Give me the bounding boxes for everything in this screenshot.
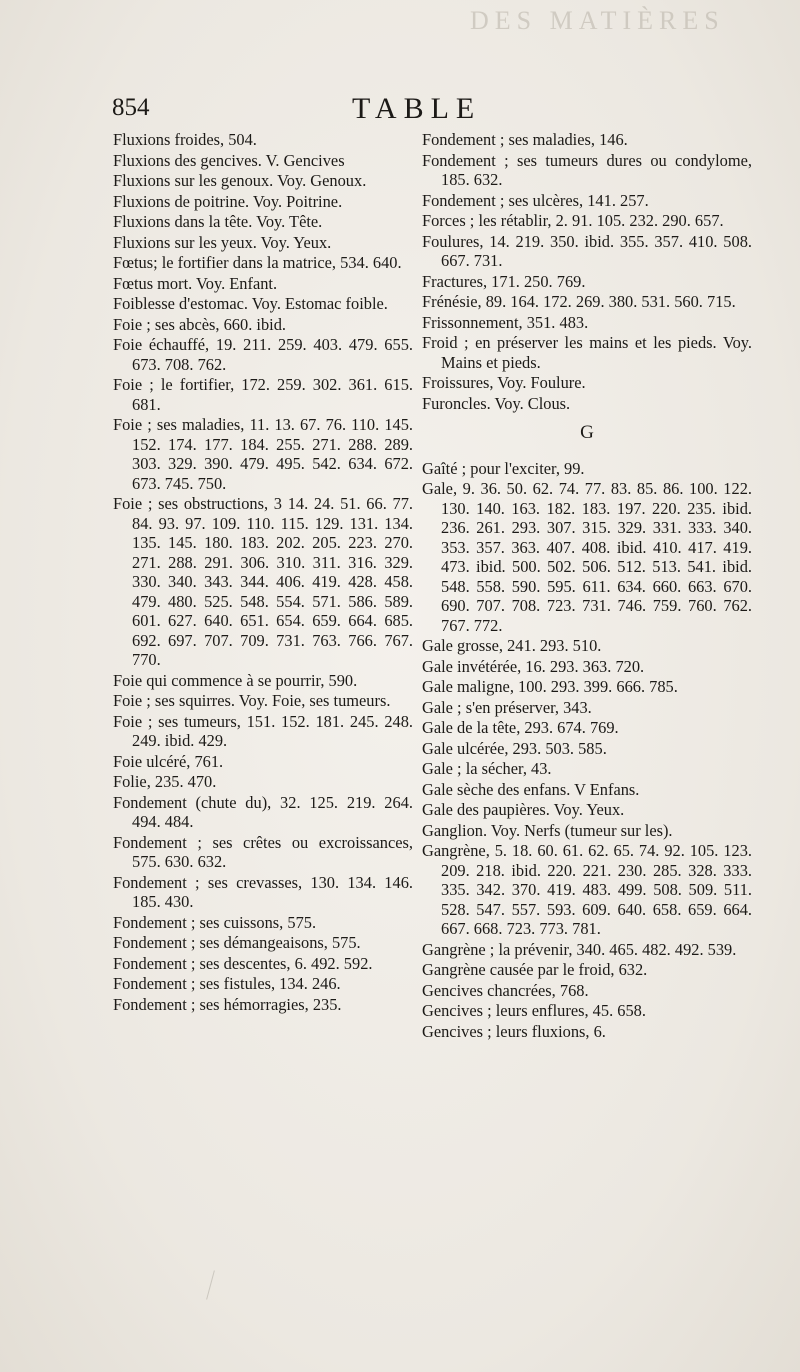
- index-entry: Gangrène, 5. 18. 60. 61. 62. 65. 74. 92. 105. 123. 209. 218. ibid. 220. 221. 230. 285. 328. 333. 335. 342. 370. 419. 483. 499. 508. 509. 511. 528. 547. 557. 593. 609. 640. 658. 659. 664. 667. 668. 723. 773. 781.: [422, 841, 752, 938]
- index-entry: Gangrène causée par le froid, 632.: [422, 960, 648, 979]
- index-entry: Gangrène ; la prévenir, 340. 465. 482. 492. 539.: [422, 939, 737, 959]
- index-entry: Frénésie, 89. 164. 172. 269. 380. 531. 560. 715.: [422, 292, 736, 311]
- index-entry: Gale ; s'en préserver, 343.: [422, 697, 592, 717]
- index-entry: Fondement (chute du), 32. 125. 219. 264. 494. 484.: [113, 792, 413, 831]
- index-entry: Fondement ; ses fistules, 134. 246.: [113, 974, 341, 993]
- index-entry: Foie ; le fortifier, 172. 259. 302. 361. 615. 681.: [113, 375, 413, 414]
- index-entry: Foie ulcéré, 761.: [113, 751, 224, 771]
- index-entry: Foie échauffé, 19. 211. 259. 403. 479. 655. 673. 708. 762.: [113, 335, 413, 374]
- page-crease: [206, 1270, 215, 1299]
- section-g: [422, 459, 752, 1042]
- index-entry: Gale des paupières. Voy. Yeux.: [422, 800, 625, 819]
- section-letter-heading: G: [580, 422, 594, 443]
- index-entry: Fluxions sur les genoux. Voy. Genoux.: [113, 171, 367, 190]
- index-column-left: [113, 130, 413, 1015]
- index-entry: Fluxions froides, 504.: [113, 130, 257, 149]
- section-f-continued: [422, 130, 752, 413]
- index-entry: Gale grosse, 241. 293. 510.: [422, 636, 602, 655]
- index-entry: Foie ; ses tumeurs, 151. 152. 181. 245. 248. 249. ibid. 429.: [113, 711, 413, 750]
- index-entry: Foie ; ses squirres. Voy. Foie, ses tumeurs.: [113, 691, 391, 710]
- index-entry: Furoncles. Voy. Clous.: [422, 393, 571, 413]
- index-entry: Foie ; ses maladies, 11. 13. 67. 76. 110. 145. 152. 174. 177. 184. 255. 271. 288. 289. 303. 329. 390. 479. 495. 542. 634. 672. 673. 745. 750.: [113, 415, 413, 493]
- index-entry: Fondement ; ses ulcères, 141. 257.: [422, 190, 649, 210]
- index-entry: Folie, 235. 470.: [113, 772, 217, 791]
- index-entry: Fœtus; le fortifier dans la matrice, 534. 640.: [113, 253, 402, 272]
- index-entry: Gale sèche des enfans. V Enfans.: [422, 779, 640, 799]
- index-entry: Fondement ; ses crevasses, 130. 134. 146. 185. 430.: [113, 872, 413, 911]
- index-entry: Gale de la tête, 293. 674. 769.: [422, 718, 619, 737]
- index-entry: Gencives ; leurs enflures, 45. 658.: [422, 1001, 646, 1020]
- index-entry: Froissures, Voy. Foulure.: [422, 373, 586, 392]
- index-entry: Fondement ; ses maladies, 146.: [422, 130, 628, 149]
- index-entry: Fœtus mort. Voy. Enfant.: [113, 273, 278, 293]
- index-entry: Gale, 9. 36. 50. 62. 74. 77. 83. 85. 86. 100. 122. 130. 140. 163. 182. 183. 197. 220. 235. ibid. 236. 261. 293. 307. 315. 329. 331. 333. 340. 353. 357. 363. 407. 408. ibid. 410. 417. 419. 473. ibid. 500. 502. 506. 512. 513. 541. ibid. 548. 558. 590. 595. 611. 634. 660. 663. 670. 690. 707. 708. 723. 731. 746. 759. 760. 762. 767. 772.: [422, 479, 752, 635]
- index-column-right: [422, 130, 752, 1042]
- index-entry: Fractures, 171. 250. 769.: [422, 271, 586, 291]
- running-title: TABLE: [352, 92, 482, 125]
- index-entry: Froid ; en préserver les mains et les pieds. Voy. Mains et pieds.: [422, 333, 752, 372]
- index-entry: Fluxions dans la tête. Voy. Tête.: [113, 212, 323, 231]
- page-header: [112, 94, 752, 134]
- index-entry: Fluxions des gencives. V. Gencives: [113, 150, 345, 170]
- index-entry: Fondement ; ses cuissons, 575.: [113, 912, 317, 932]
- bleed-through-text: DES MATIÈRES: [470, 6, 725, 35]
- index-entry: Foie qui commence à se pourrir, 590.: [113, 670, 358, 690]
- index-entry: Gale ; la sécher, 43.: [422, 759, 552, 778]
- index-entry: Forces ; les rétablir, 2. 91. 105. 232. 290. 657.: [422, 211, 724, 230]
- index-entry: Fondement ; ses crêtes ou excroissances, 575. 630. 632.: [113, 832, 413, 871]
- index-entry: Foie ; ses obstructions, 3 14. 24. 51. 66. 77. 84. 93. 97. 109. 110. 115. 129. 131. 134. 135. 145. 180. 183. 202. 205. 223. 270. 271. 288. 291. 306. 310. 311. 316. 329. 330. 340. 343. 344. 406. 419. 428. 458. 479. 480. 525. 548. 554. 571. 586. 589. 601. 627. 640. 651. 654. 659. 664. 685. 692. 697. 707. 709. 731. 763. 766. 767. 770.: [113, 494, 413, 669]
- index-entry: Foulures, 14. 219. 350. ibid. 355. 357. 410. 508. 667. 731.: [422, 231, 752, 270]
- index-entry: Gale maligne, 100. 293. 399. 666. 785.: [422, 677, 678, 696]
- index-entry: Frissonnement, 351. 483.: [422, 312, 589, 332]
- index-entry: Fondement ; ses tumeurs dures ou condylome, 185. 632.: [422, 150, 752, 189]
- index-entry: Gencives chancrées, 768.: [422, 980, 589, 1000]
- index-entry: Fondement ; ses descentes, 6. 492. 592.: [113, 953, 373, 973]
- index-entry: Fondement ; ses démangeaisons, 575.: [113, 933, 361, 952]
- index-entry: Foie ; ses abcès, 660. ibid.: [113, 314, 286, 334]
- index-entry: Gaîté ; pour l'exciter, 99.: [422, 458, 585, 478]
- page-number: 854: [112, 94, 150, 121]
- index-entry: Fluxions sur les yeux. Voy. Yeux.: [113, 232, 332, 252]
- index-entry: Fluxions de poitrine. Voy. Poitrine.: [113, 191, 343, 211]
- index-entry: Gencives ; leurs fluxions, 6.: [422, 1021, 606, 1041]
- index-entry: Fondement ; ses hémorragies, 235.: [113, 994, 342, 1014]
- index-entry: Gale ulcérée, 293. 503. 585.: [422, 738, 607, 758]
- index-entry: Gale invétérée, 16. 293. 363. 720.: [422, 656, 645, 676]
- index-entry: Foiblesse d'estomac. Voy. Estomac foible.: [113, 294, 388, 313]
- index-entry: Ganglion. Voy. Nerfs (tumeur sur les).: [422, 820, 673, 840]
